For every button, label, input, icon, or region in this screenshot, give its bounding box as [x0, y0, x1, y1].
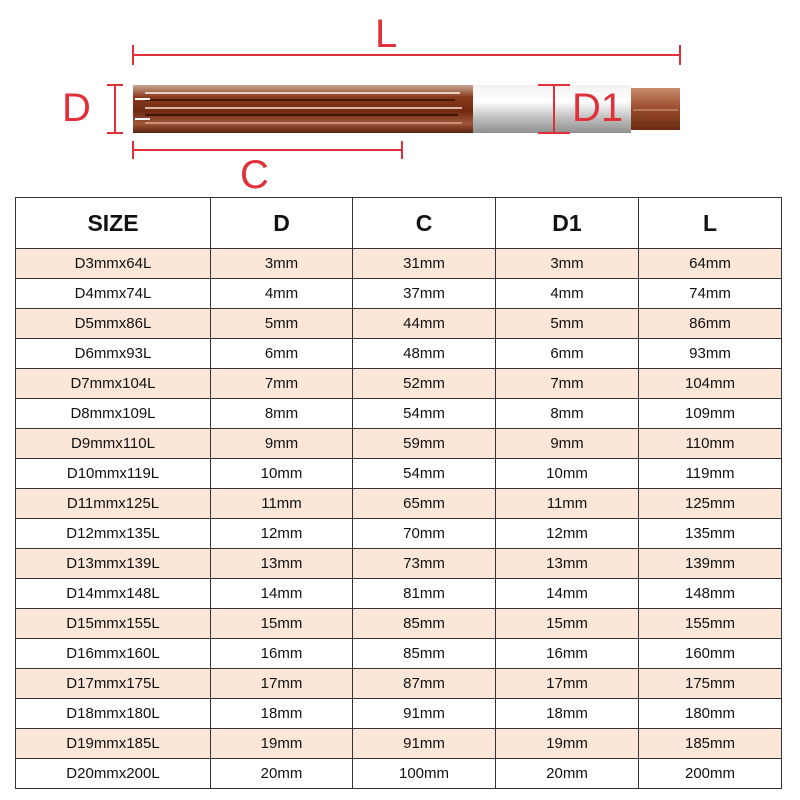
cell-c: 65mm — [353, 489, 496, 519]
table-row — [16, 699, 782, 729]
cell-d1: 15mm — [496, 609, 639, 639]
cell-l: 119mm — [639, 459, 782, 489]
cell-l: 125mm — [639, 489, 782, 519]
table-row — [16, 639, 782, 669]
cell-d1: 16mm — [496, 639, 639, 669]
header-d1: D1 — [496, 198, 639, 249]
cell-d: 20mm — [211, 759, 353, 789]
cell-l: 86mm — [639, 309, 782, 339]
cell-l: 74mm — [639, 279, 782, 309]
cell-size: D16mmx160L — [16, 639, 211, 669]
cell-d1: 13mm — [496, 549, 639, 579]
cell-size: D3mmx64L — [16, 249, 211, 279]
cell-d: 17mm — [211, 669, 353, 699]
header-size: SIZE — [16, 198, 211, 249]
diameter-dimension — [107, 85, 123, 133]
cell-c: 31mm — [353, 249, 496, 279]
label-C: C — [240, 153, 269, 197]
reamer-illustration — [0, 0, 800, 200]
table-row — [16, 609, 782, 639]
square-drive — [631, 88, 680, 130]
cell-size: D17mmx175L — [16, 669, 211, 699]
size-spec-table — [15, 197, 782, 789]
cell-size: D4mmx74L — [16, 279, 211, 309]
cell-d: 13mm — [211, 549, 353, 579]
cell-c: 81mm — [353, 579, 496, 609]
cell-c: 73mm — [353, 549, 496, 579]
table-row — [16, 339, 782, 369]
cell-size: D8mmx109L — [16, 399, 211, 429]
cell-c: 52mm — [353, 369, 496, 399]
cell-l: 155mm — [639, 609, 782, 639]
cell-size: D12mmx135L — [16, 519, 211, 549]
cell-c: 54mm — [353, 459, 496, 489]
cell-d: 7mm — [211, 369, 353, 399]
cell-size: D11mmx125L — [16, 489, 211, 519]
cell-d1: 5mm — [496, 309, 639, 339]
table-row — [16, 669, 782, 699]
table-row — [16, 249, 782, 279]
cell-d: 9mm — [211, 429, 353, 459]
length-dimension — [133, 45, 680, 65]
cell-d1: 3mm — [496, 249, 639, 279]
cell-c: 44mm — [353, 309, 496, 339]
cell-d: 19mm — [211, 729, 353, 759]
table-row — [16, 399, 782, 429]
cell-c: 48mm — [353, 339, 496, 369]
cell-d1: 14mm — [496, 579, 639, 609]
cell-c: 59mm — [353, 429, 496, 459]
cell-d1: 19mm — [496, 729, 639, 759]
table-row — [16, 429, 782, 459]
cell-size: D5mmx86L — [16, 309, 211, 339]
cell-d: 5mm — [211, 309, 353, 339]
table-row — [16, 309, 782, 339]
cell-l: 135mm — [639, 519, 782, 549]
cell-d1: 18mm — [496, 699, 639, 729]
cell-l: 148mm — [639, 579, 782, 609]
cell-size: D9mmx110L — [16, 429, 211, 459]
cell-d: 11mm — [211, 489, 353, 519]
cell-d1: 12mm — [496, 519, 639, 549]
cell-size: D6mmx93L — [16, 339, 211, 369]
cell-d1: 9mm — [496, 429, 639, 459]
cell-l: 109mm — [639, 399, 782, 429]
cell-d1: 10mm — [496, 459, 639, 489]
table-row — [16, 759, 782, 789]
header-c: C — [353, 198, 496, 249]
cell-c: 85mm — [353, 609, 496, 639]
cell-c: 91mm — [353, 699, 496, 729]
label-D: D — [62, 86, 91, 130]
cell-d: 15mm — [211, 609, 353, 639]
cell-c: 85mm — [353, 639, 496, 669]
cell-d: 10mm — [211, 459, 353, 489]
cell-size: D7mmx104L — [16, 369, 211, 399]
cell-d: 6mm — [211, 339, 353, 369]
cell-l: 180mm — [639, 699, 782, 729]
cell-size: D20mmx200L — [16, 759, 211, 789]
cell-d: 3mm — [211, 249, 353, 279]
table-row — [16, 579, 782, 609]
cell-d: 12mm — [211, 519, 353, 549]
fluted-body — [133, 85, 473, 133]
table-row — [16, 459, 782, 489]
header-l: L — [639, 198, 782, 249]
cell-l: 160mm — [639, 639, 782, 669]
cell-c: 100mm — [353, 759, 496, 789]
cell-c: 70mm — [353, 519, 496, 549]
header-d: D — [211, 198, 353, 249]
reamer-diagram — [0, 0, 800, 200]
cell-d1: 8mm — [496, 399, 639, 429]
table-row — [16, 519, 782, 549]
cell-l: 93mm — [639, 339, 782, 369]
cell-c: 87mm — [353, 669, 496, 699]
cell-d1: 4mm — [496, 279, 639, 309]
cell-d: 16mm — [211, 639, 353, 669]
cell-size: D19mmx185L — [16, 729, 211, 759]
table-row — [16, 369, 782, 399]
cell-d1: 17mm — [496, 669, 639, 699]
cell-size: D13mmx139L — [16, 549, 211, 579]
cell-size: D18mmx180L — [16, 699, 211, 729]
label-L: L — [375, 12, 398, 56]
cell-l: 104mm — [639, 369, 782, 399]
cell-c: 91mm — [353, 729, 496, 759]
table-row — [16, 279, 782, 309]
cell-d1: 6mm — [496, 339, 639, 369]
cell-size: D15mmx155L — [16, 609, 211, 639]
table-row — [16, 489, 782, 519]
cell-c: 37mm — [353, 279, 496, 309]
table-body — [16, 249, 782, 789]
cell-d: 14mm — [211, 579, 353, 609]
table-row — [16, 729, 782, 759]
label-D1: D1 — [572, 86, 624, 130]
cell-size: D10mmx119L — [16, 459, 211, 489]
cell-d: 18mm — [211, 699, 353, 729]
cell-size: D14mmx148L — [16, 579, 211, 609]
table-header-row — [16, 198, 782, 249]
cell-l: 185mm — [639, 729, 782, 759]
cell-l: 200mm — [639, 759, 782, 789]
cell-l: 175mm — [639, 669, 782, 699]
cell-d1: 11mm — [496, 489, 639, 519]
cell-l: 110mm — [639, 429, 782, 459]
cell-d1: 7mm — [496, 369, 639, 399]
table-row — [16, 549, 782, 579]
cell-d: 4mm — [211, 279, 353, 309]
cell-l: 139mm — [639, 549, 782, 579]
cell-l: 64mm — [639, 249, 782, 279]
cell-c: 54mm — [353, 399, 496, 429]
cell-d: 8mm — [211, 399, 353, 429]
cell-d1: 20mm — [496, 759, 639, 789]
